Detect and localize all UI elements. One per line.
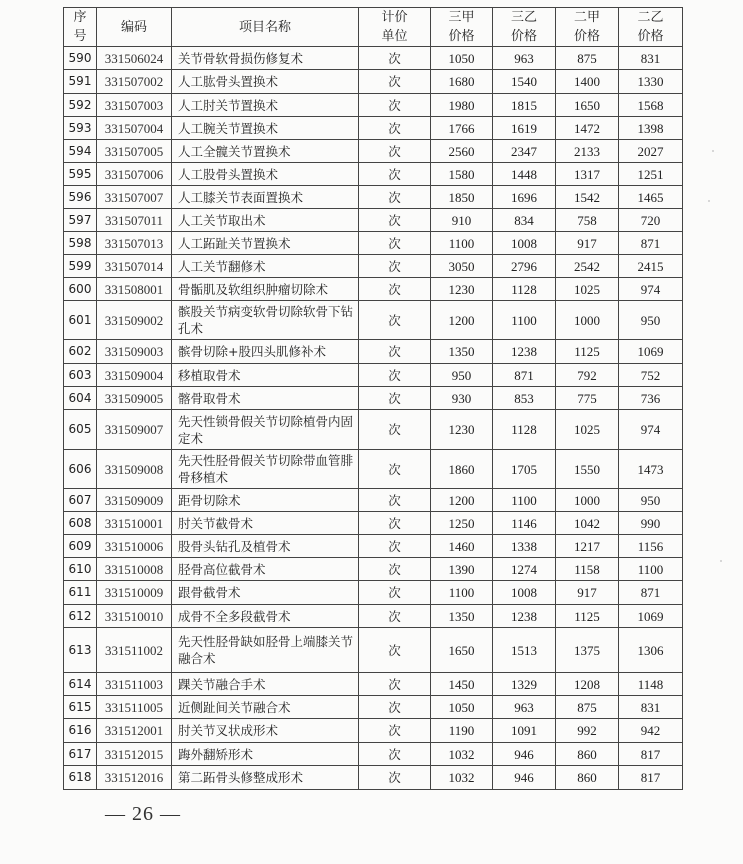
cell-price-1: 1200 [431, 489, 493, 512]
cell-price-3: 2542 [556, 255, 619, 278]
scan-speck [712, 150, 714, 152]
cell-price-2: 963 [493, 696, 556, 719]
cell-unit: 次 [359, 719, 431, 743]
cell-seq: 597 [64, 209, 97, 232]
cell-unit: 次 [359, 628, 431, 673]
cell-code: 331510010 [97, 605, 172, 628]
table-row [64, 117, 683, 140]
cell-price-3: 1125 [556, 605, 619, 628]
cell-price-4: 1069 [619, 605, 683, 628]
cell-price-3: 1472 [556, 117, 619, 140]
cell-price-3: 1025 [556, 278, 619, 301]
table-row [64, 605, 683, 628]
cell-unit: 次 [359, 673, 431, 696]
cell-code: 331512015 [97, 743, 172, 766]
scan-speck [708, 200, 710, 202]
cell-price-1: 1680 [431, 70, 493, 94]
table-row [64, 70, 683, 94]
cell-unit: 次 [359, 558, 431, 581]
cell-code: 331510001 [97, 512, 172, 535]
header-seq: 序 号 [64, 8, 97, 47]
table-row [64, 512, 683, 535]
table-row [64, 340, 683, 364]
cell-price-1: 1390 [431, 558, 493, 581]
cell-price-1: 1580 [431, 163, 493, 186]
cell-price-1: 1050 [431, 47, 493, 70]
price-table [63, 7, 683, 790]
cell-seq: 604 [64, 387, 97, 410]
cell-seq: 614 [64, 673, 97, 696]
cell-price-2: 1705 [493, 450, 556, 489]
cell-price-1: 1032 [431, 743, 493, 766]
cell-unit: 次 [359, 743, 431, 766]
cell-price-4: 817 [619, 743, 683, 766]
cell-seq: 610 [64, 558, 97, 581]
cell-code: 331509008 [97, 450, 172, 489]
cell-name: 先天性锁骨假关节切除植骨内固定术 [172, 410, 359, 450]
cell-price-1: 1860 [431, 450, 493, 489]
cell-price-3: 1125 [556, 340, 619, 364]
cell-name: 第二跖骨头修整成形术 [172, 766, 359, 790]
cell-price-1: 1230 [431, 278, 493, 301]
cell-name: 髌骨切除+股四头肌修补术 [172, 340, 359, 364]
cell-code: 331507004 [97, 117, 172, 140]
cell-price-2: 1513 [493, 628, 556, 673]
cell-price-3: 1217 [556, 535, 619, 558]
cell-price-4: 942 [619, 719, 683, 743]
cell-name: 骨骺肌及软组织肿瘤切除术 [172, 278, 359, 301]
table-row [64, 450, 683, 489]
table-row [64, 301, 683, 340]
cell-name: 人工关节取出术 [172, 209, 359, 232]
cell-seq: 599 [64, 255, 97, 278]
header-code: 编码 [97, 8, 172, 47]
cell-code: 331507002 [97, 70, 172, 94]
cell-seq: 598 [64, 232, 97, 255]
cell-price-1: 1350 [431, 340, 493, 364]
cell-price-2: 1338 [493, 535, 556, 558]
cell-price-1: 1460 [431, 535, 493, 558]
cell-price-3: 875 [556, 696, 619, 719]
cell-code: 331507007 [97, 186, 172, 209]
cell-price-4: 1465 [619, 186, 683, 209]
cell-unit: 次 [359, 209, 431, 232]
cell-price-3: 917 [556, 581, 619, 605]
cell-name: 人工肱骨头置换术 [172, 70, 359, 94]
cell-price-2: 1008 [493, 581, 556, 605]
cell-unit: 次 [359, 364, 431, 387]
cell-unit: 次 [359, 489, 431, 512]
page-number: — 26 — [105, 803, 181, 825]
cell-name: 关节骨软骨损伤修复术 [172, 47, 359, 70]
cell-price-1: 1850 [431, 186, 493, 209]
cell-name: 肘关节叉状成形术 [172, 719, 359, 743]
cell-code: 331507013 [97, 232, 172, 255]
cell-unit: 次 [359, 535, 431, 558]
cell-price-1: 1032 [431, 766, 493, 790]
cell-code: 331508001 [97, 278, 172, 301]
cell-seq: 606 [64, 450, 97, 489]
cell-price-1: 1230 [431, 410, 493, 450]
cell-price-4: 1251 [619, 163, 683, 186]
table-row [64, 278, 683, 301]
cell-price-1: 1766 [431, 117, 493, 140]
cell-code: 331506024 [97, 47, 172, 70]
cell-name: 踝关节融合手术 [172, 673, 359, 696]
cell-name: 人工腕关节置换术 [172, 117, 359, 140]
cell-price-2: 1448 [493, 163, 556, 186]
cell-price-2: 2796 [493, 255, 556, 278]
cell-price-4: 1069 [619, 340, 683, 364]
cell-price-2: 1329 [493, 673, 556, 696]
cell-price-3: 1000 [556, 301, 619, 340]
cell-price-1: 1650 [431, 628, 493, 673]
cell-code: 331511003 [97, 673, 172, 696]
cell-price-4: 974 [619, 410, 683, 450]
cell-seq: 590 [64, 47, 97, 70]
cell-unit: 次 [359, 70, 431, 94]
cell-unit: 次 [359, 340, 431, 364]
cell-price-3: 2133 [556, 140, 619, 163]
cell-unit: 次 [359, 232, 431, 255]
cell-unit: 次 [359, 255, 431, 278]
cell-price-3: 1650 [556, 94, 619, 117]
cell-name: 先天性胫骨缺如胫骨上端膝关节融合术 [172, 628, 359, 673]
cell-code: 331510006 [97, 535, 172, 558]
cell-seq: 602 [64, 340, 97, 364]
cell-price-4: 1398 [619, 117, 683, 140]
cell-unit: 次 [359, 301, 431, 340]
cell-price-1: 1200 [431, 301, 493, 340]
cell-price-2: 871 [493, 364, 556, 387]
table-row [64, 489, 683, 512]
cell-seq: 603 [64, 364, 97, 387]
cell-price-2: 946 [493, 743, 556, 766]
cell-name: 髂骨取骨术 [172, 387, 359, 410]
cell-price-1: 1350 [431, 605, 493, 628]
cell-name: 胫骨高位截骨术 [172, 558, 359, 581]
cell-unit: 次 [359, 278, 431, 301]
table-row [64, 94, 683, 117]
cell-price-4: 1473 [619, 450, 683, 489]
cell-code: 331509003 [97, 340, 172, 364]
header-row [64, 8, 683, 47]
cell-unit: 次 [359, 186, 431, 209]
cell-price-1: 1100 [431, 581, 493, 605]
cell-name: 人工股骨头置换术 [172, 163, 359, 186]
cell-price-3: 917 [556, 232, 619, 255]
cell-seq: 618 [64, 766, 97, 790]
cell-seq: 594 [64, 140, 97, 163]
cell-price-4: 817 [619, 766, 683, 790]
table-row [64, 140, 683, 163]
cell-price-2: 1540 [493, 70, 556, 94]
cell-price-2: 1815 [493, 94, 556, 117]
cell-price-1: 930 [431, 387, 493, 410]
cell-price-1: 950 [431, 364, 493, 387]
cell-price-3: 860 [556, 766, 619, 790]
table-row [64, 186, 683, 209]
cell-price-1: 3050 [431, 255, 493, 278]
cell-price-3: 1400 [556, 70, 619, 94]
cell-code: 331507003 [97, 94, 172, 117]
cell-price-1: 1980 [431, 94, 493, 117]
table-row [64, 232, 683, 255]
table-row [64, 47, 683, 70]
cell-price-3: 1208 [556, 673, 619, 696]
cell-unit: 次 [359, 696, 431, 719]
cell-price-3: 875 [556, 47, 619, 70]
cell-price-2: 1128 [493, 278, 556, 301]
cell-price-4: 2027 [619, 140, 683, 163]
cell-price-2: 1238 [493, 605, 556, 628]
cell-unit: 次 [359, 605, 431, 628]
cell-name: 人工跖趾关节置换术 [172, 232, 359, 255]
cell-unit: 次 [359, 387, 431, 410]
table-row [64, 581, 683, 605]
cell-name: 跟骨截骨术 [172, 581, 359, 605]
cell-name: 移植取骨术 [172, 364, 359, 387]
cell-price-1: 1100 [431, 232, 493, 255]
cell-price-2: 1238 [493, 340, 556, 364]
cell-price-4: 990 [619, 512, 683, 535]
cell-price-4: 974 [619, 278, 683, 301]
cell-price-3: 1317 [556, 163, 619, 186]
cell-price-2: 1696 [493, 186, 556, 209]
cell-price-3: 1000 [556, 489, 619, 512]
cell-price-1: 2560 [431, 140, 493, 163]
cell-price-3: 860 [556, 743, 619, 766]
cell-seq: 616 [64, 719, 97, 743]
table-row [64, 410, 683, 450]
cell-price-4: 1100 [619, 558, 683, 581]
cell-seq: 595 [64, 163, 97, 186]
cell-price-4: 1330 [619, 70, 683, 94]
cell-price-4: 871 [619, 581, 683, 605]
cell-price-2: 1146 [493, 512, 556, 535]
table-row [64, 364, 683, 387]
cell-unit: 次 [359, 47, 431, 70]
cell-seq: 596 [64, 186, 97, 209]
cell-code: 331510009 [97, 581, 172, 605]
cell-unit: 次 [359, 766, 431, 790]
cell-code: 331507014 [97, 255, 172, 278]
cell-name: 人工关节翻修术 [172, 255, 359, 278]
cell-price-3: 775 [556, 387, 619, 410]
cell-price-1: 1250 [431, 512, 493, 535]
cell-seq: 601 [64, 301, 97, 340]
header-price-2: 三乙 价格 [493, 8, 556, 47]
cell-price-2: 1619 [493, 117, 556, 140]
cell-unit: 次 [359, 94, 431, 117]
cell-unit: 次 [359, 450, 431, 489]
cell-price-1: 910 [431, 209, 493, 232]
cell-code: 331507005 [97, 140, 172, 163]
table-row [64, 163, 683, 186]
cell-price-3: 1375 [556, 628, 619, 673]
cell-price-4: 1568 [619, 94, 683, 117]
cell-code: 331510008 [97, 558, 172, 581]
cell-price-4: 2415 [619, 255, 683, 278]
cell-seq: 608 [64, 512, 97, 535]
cell-seq: 600 [64, 278, 97, 301]
cell-seq: 613 [64, 628, 97, 673]
table-row [64, 387, 683, 410]
cell-code: 331512016 [97, 766, 172, 790]
cell-name: 肘关节截骨术 [172, 512, 359, 535]
cell-price-1: 1050 [431, 696, 493, 719]
cell-price-2: 1128 [493, 410, 556, 450]
table-row [64, 696, 683, 719]
cell-code: 331512001 [97, 719, 172, 743]
cell-name: 髌股关节病变软骨切除软骨下钻孔术 [172, 301, 359, 340]
cell-name: 人工膝关节表面置换术 [172, 186, 359, 209]
cell-seq: 611 [64, 581, 97, 605]
cell-unit: 次 [359, 117, 431, 140]
scan-speck [720, 560, 722, 562]
cell-seq: 605 [64, 410, 97, 450]
header-price-1: 三甲 价格 [431, 8, 493, 47]
cell-price-4: 871 [619, 232, 683, 255]
header-price-3: 二甲 价格 [556, 8, 619, 47]
header-unit: 计价 单位 [359, 8, 431, 47]
cell-seq: 612 [64, 605, 97, 628]
cell-price-2: 946 [493, 766, 556, 790]
cell-price-4: 736 [619, 387, 683, 410]
cell-price-3: 1042 [556, 512, 619, 535]
cell-code: 331509004 [97, 364, 172, 387]
cell-name: 先天性胫骨假关节切除带血管腓骨移植术 [172, 450, 359, 489]
cell-code: 331511002 [97, 628, 172, 673]
table-row [64, 209, 683, 232]
cell-price-4: 720 [619, 209, 683, 232]
table-row [64, 558, 683, 581]
table-row [64, 628, 683, 673]
cell-code: 331507011 [97, 209, 172, 232]
cell-unit: 次 [359, 512, 431, 535]
cell-price-4: 1148 [619, 673, 683, 696]
cell-price-2: 834 [493, 209, 556, 232]
cell-price-2: 1091 [493, 719, 556, 743]
cell-price-4: 831 [619, 47, 683, 70]
cell-price-4: 1306 [619, 628, 683, 673]
cell-code: 331509002 [97, 301, 172, 340]
cell-price-4: 950 [619, 301, 683, 340]
cell-price-3: 792 [556, 364, 619, 387]
cell-name: 人工肘关节置换术 [172, 94, 359, 117]
cell-seq: 593 [64, 117, 97, 140]
cell-code: 331509007 [97, 410, 172, 450]
table-row [64, 743, 683, 766]
cell-seq: 609 [64, 535, 97, 558]
cell-unit: 次 [359, 163, 431, 186]
cell-price-3: 1025 [556, 410, 619, 450]
cell-price-4: 1156 [619, 535, 683, 558]
cell-price-1: 1190 [431, 719, 493, 743]
cell-price-3: 758 [556, 209, 619, 232]
cell-price-2: 1100 [493, 301, 556, 340]
cell-price-4: 950 [619, 489, 683, 512]
cell-price-3: 1550 [556, 450, 619, 489]
cell-price-3: 1158 [556, 558, 619, 581]
cell-price-2: 1008 [493, 232, 556, 255]
cell-seq: 607 [64, 489, 97, 512]
cell-price-3: 1542 [556, 186, 619, 209]
header-price-4: 二乙 价格 [619, 8, 683, 47]
cell-price-2: 1274 [493, 558, 556, 581]
table-row [64, 673, 683, 696]
table-row [64, 255, 683, 278]
table-row [64, 719, 683, 743]
table-row [64, 766, 683, 790]
cell-price-2: 2347 [493, 140, 556, 163]
cell-price-2: 853 [493, 387, 556, 410]
cell-code: 331509005 [97, 387, 172, 410]
cell-code: 331509009 [97, 489, 172, 512]
cell-seq: 617 [64, 743, 97, 766]
cell-price-2: 963 [493, 47, 556, 70]
cell-price-3: 992 [556, 719, 619, 743]
cell-name: 人工全髋关节置换术 [172, 140, 359, 163]
cell-price-2: 1100 [493, 489, 556, 512]
cell-seq: 592 [64, 94, 97, 117]
cell-price-4: 831 [619, 696, 683, 719]
cell-code: 331507006 [97, 163, 172, 186]
cell-seq: 615 [64, 696, 97, 719]
cell-price-4: 752 [619, 364, 683, 387]
cell-name: 股骨头钻孔及植骨术 [172, 535, 359, 558]
cell-name: 踇外翻矫形术 [172, 743, 359, 766]
table-row [64, 535, 683, 558]
cell-name: 近侧趾间关节融合术 [172, 696, 359, 719]
cell-name: 距骨切除术 [172, 489, 359, 512]
cell-unit: 次 [359, 140, 431, 163]
cell-unit: 次 [359, 410, 431, 450]
header-name: 项目名称 [172, 8, 359, 47]
cell-price-1: 1450 [431, 673, 493, 696]
cell-code: 331511005 [97, 696, 172, 719]
cell-seq: 591 [64, 70, 97, 94]
cell-name: 成骨不全多段截骨术 [172, 605, 359, 628]
cell-unit: 次 [359, 581, 431, 605]
